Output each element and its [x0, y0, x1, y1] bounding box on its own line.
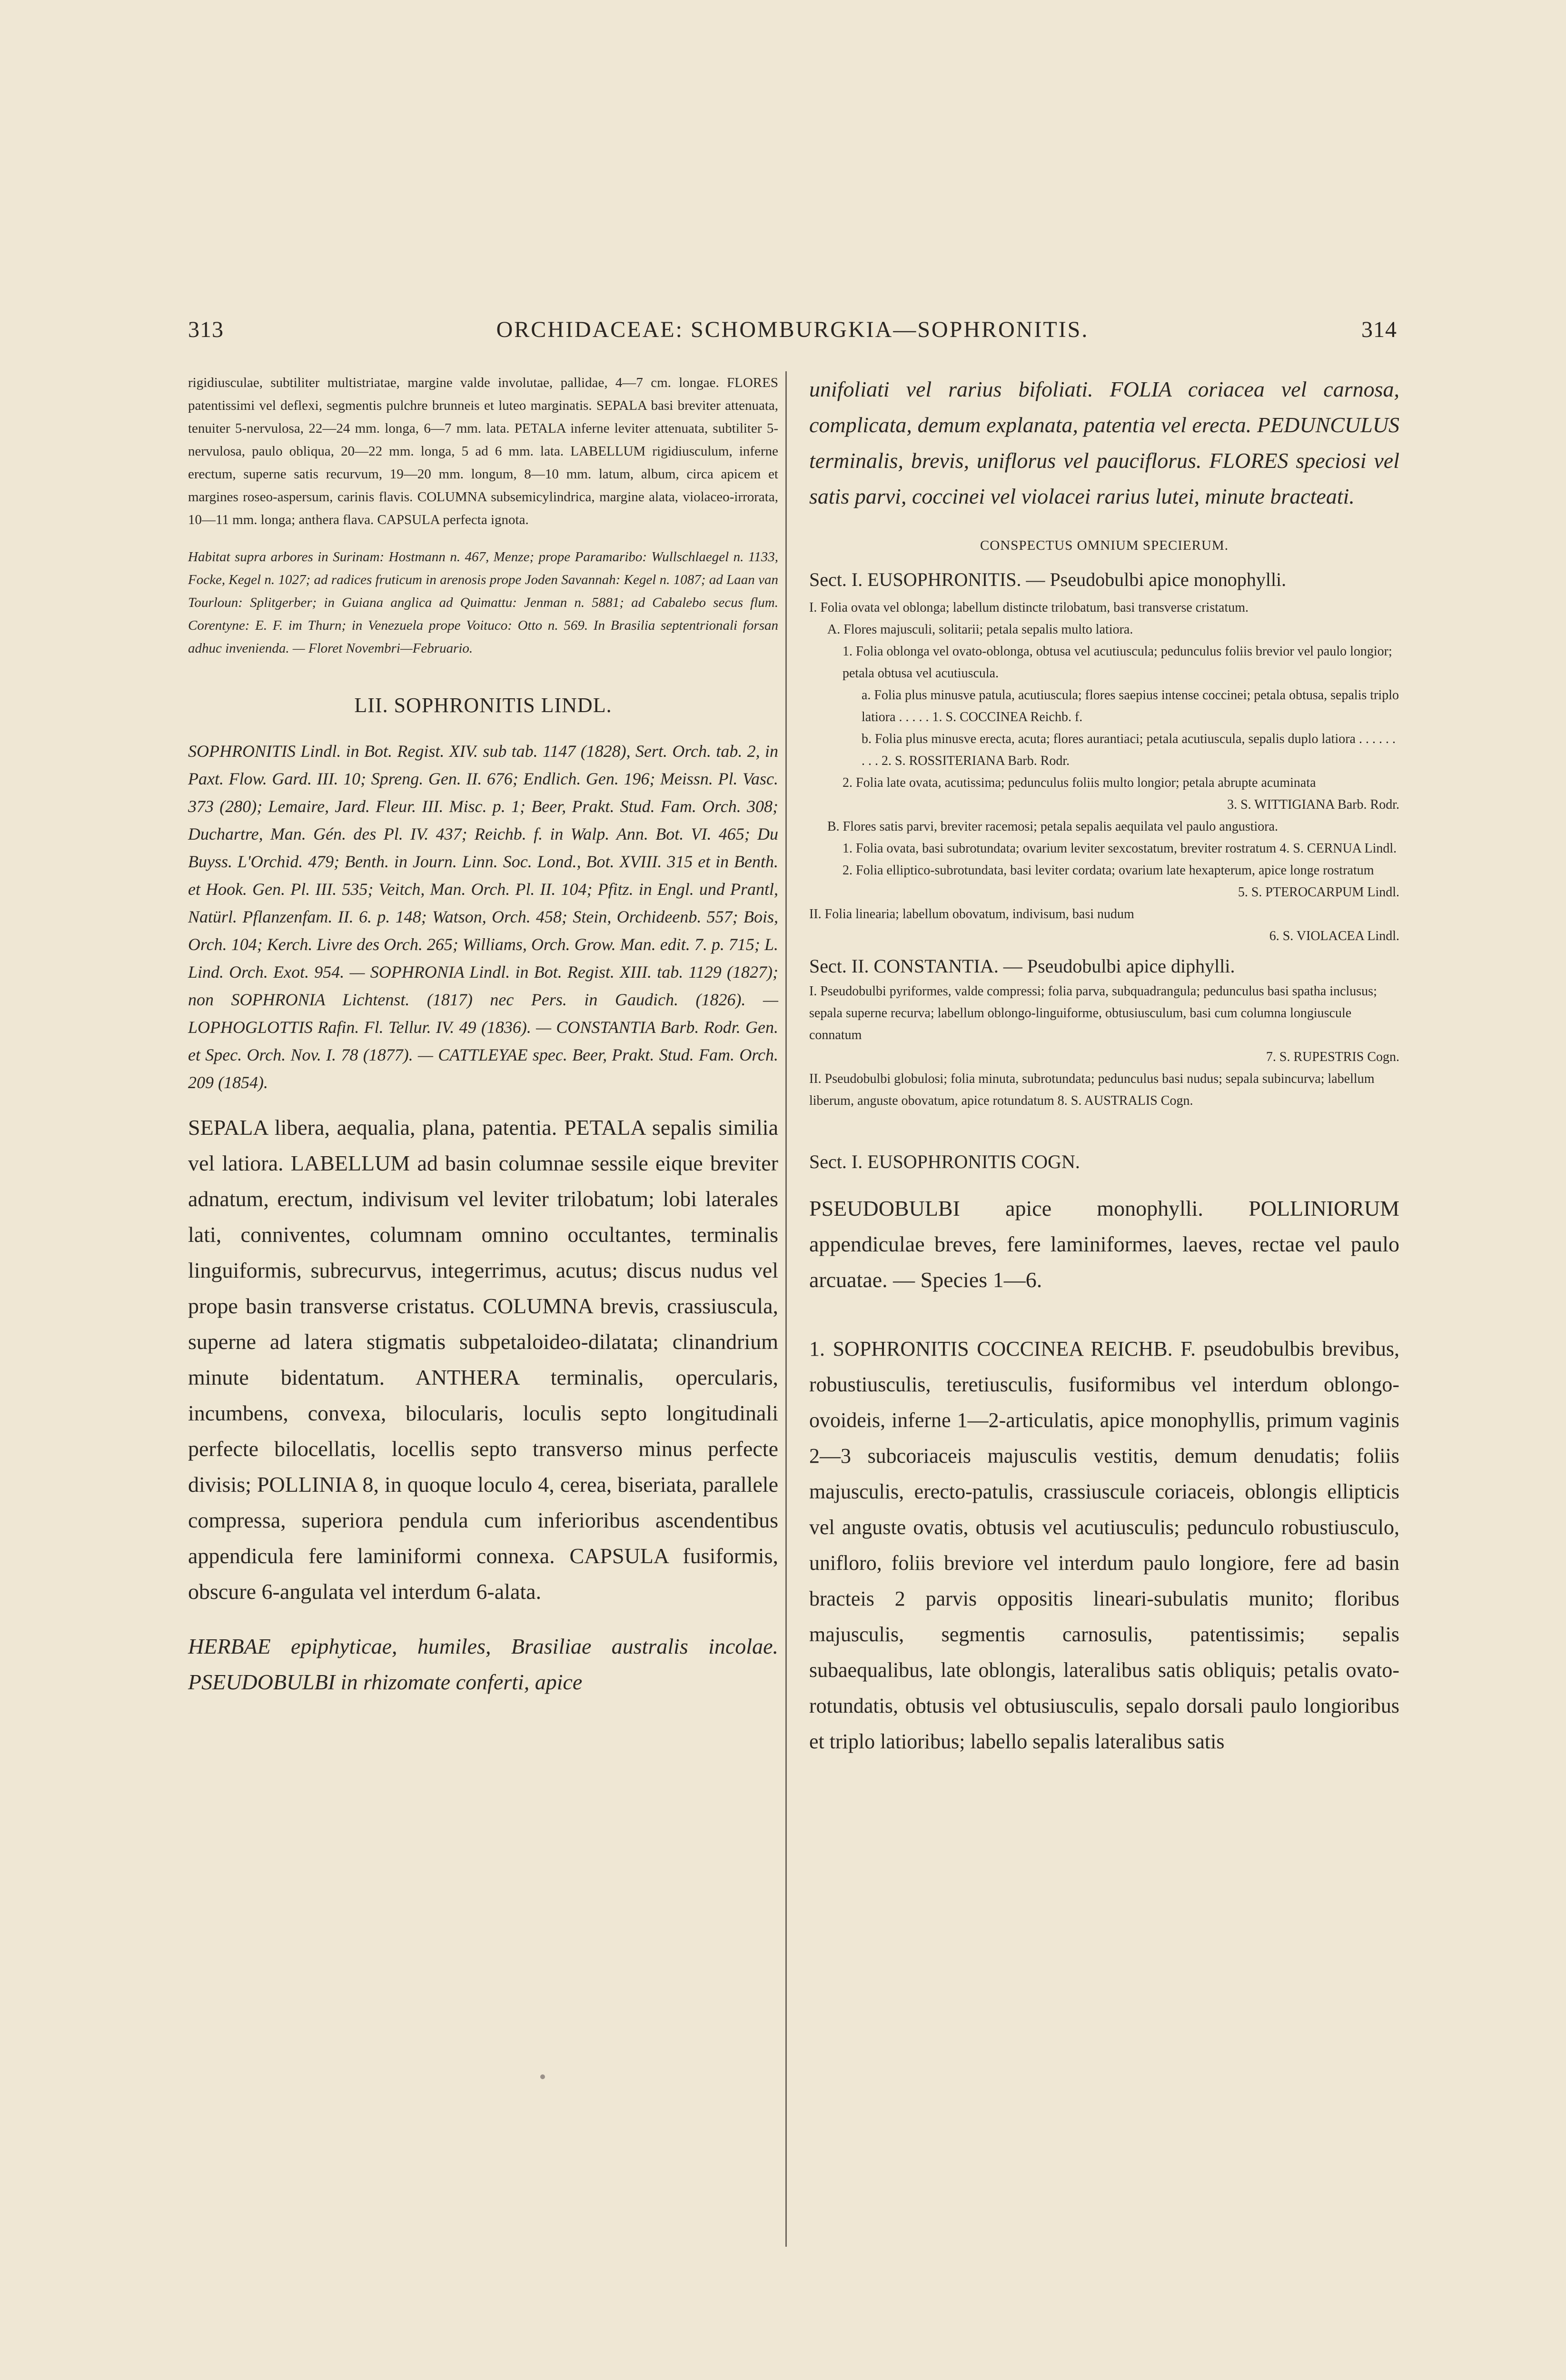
key-entry: 2. Folia elliptico-subrotundata, basi leviter cordata; ovarium late hexapterum, apice longe rostratum: [842, 863, 1374, 878]
page-header: [188, 317, 1397, 350]
page-number-right: 314: [1361, 317, 1397, 342]
key-entry: a. Folia plus minusve patula, acutiuscula; flores saepius intense coccinei; petala obtusa, sepalis triplo latiora . . . . . 1. S. COCCINEA Reichb. f.: [862, 688, 1399, 724]
synonymy-paragraph: SOPHRONITIS Lindl. in Bot. Regist. XIV. sub tab. 1147 (1828), Sert. Orch. tab. 2, in Paxt. Flow. Gard. III. 10; Spreng. Gen. II. 676; Endlich. Gen. 196; Meissn. Pl. Vasc. 373 (280); Lemaire, Jard. Fleur. III. Misc. p. 1; Beer, Prakt. Stud. Fam. Orch. 308; Duchartre, Man. Gén. des Pl. IV. 437; Reichb. f. in Walp. Ann. Bot. VI. 465; Du Buyss. L'Orchid. 479; Benth. in Journ. Linn. Soc. Lond., Bot. XVIII. 315 et in Benth. et Hook. Gen. Pl. III. 535; Veitch, Man. Orch. Pl. II. 104; Pfitz. in Engl. und Prantl, Natürl. Pflanzenfam. II. 6. p. 148; Watson, Orch. 458; Stein, Orchideenb. 557; Bois, Orch. 104; Kerch. Livre des Orch. 265; Williams, Orch. Grow. Man. edit. 7. p. 715; L. Lind. Orch. Exot. 954. — SOPHRONIA Lindl. in Bot. Regist. XIII. tab. 1129 (1827); non SOPHRONIA Lichtenst. (1817) nec Pers. in Gaudich. (1826). — LOPHOGLOTTIS Rafin. Fl. Tellur. IV. 49 (1836). — CONSTANTIA Barb. Rodr. Gen. et Spec. Orch. Nov. I. 78 (1877). — CATTLEYAE spec. Beer, Prakt. Stud. Fam. Orch. 209 (1854).: [188, 742, 778, 1092]
key-entry: 3. S. WITTIGIANA Barb. Rodr.: [1227, 797, 1399, 812]
herbae-paragraph: HERBAE epiphyticae, humiles, Brasiliae australis incolae. PSEUDOBULBI in rhizomate conferti, apice: [188, 1634, 778, 1694]
key-entry: I. Pseudobulbi pyriformes, valde compressi; folia parva, subquadrangula; pedunculus basi spatha inclusus; sepala superne recurva; labellum oblongo-linguiforme, obtusiusculum, basi cum columna longiuscule connatum: [809, 984, 1377, 1042]
key-entry: A. Flores majusculi, solitarii; petala sepalis multo latiora.: [827, 622, 1133, 637]
key-entry: II. Pseudobulbi globulosi; folia minuta, subrotundata; pedunculus basi nudus; sepala subincurva; labellum liberum, anguste obovatum, apice rotundatum 8. S. AUSTRALIS Cogn.: [809, 1071, 1375, 1108]
right-column: [809, 371, 1399, 1759]
genus-description-continuation: unifoliati vel rarius bifoliati. FOLIA coriacea vel carnosa, complicata, demum explanata, patentia vel erecta. PEDUNCULUS terminalis, brevis, uniflorus vel pauciflorus. FLORES speciosi vel satis parvi, coccinei vel violacei rarius lutei, minute bracteati.: [809, 377, 1399, 508]
paper-speck: [540, 2074, 545, 2079]
running-title: ORCHIDACEAE: SCHOMBURGKIA—SOPHRONITIS.: [496, 317, 1089, 342]
key-entry: 7. S. RUPESTRIS Cogn.: [1266, 1050, 1399, 1064]
left-column: [188, 371, 778, 1700]
species-1-description: 1. SOPHRONITIS COCCINEA REICHB. F. pseudobulbis brevibus, robustiusculis, teretiusculis, fusiformibus vel interdum oblongo-ovoideis, inferne 1—2-articulatis, apice monophyllis, primum vaginis 2—3 subcoriaceis majusculis vestitis, demum denudatis; foliis majusculis, erecto-patulis, crassiuscule coriaceis, oblongis ellipticis vel anguste ovatis, obtusis vel acutiusculis; pedunculo robustiusculo, unifloro, foliis breviore vel interdum paulo longiore, fere ad basin bracteis 2 parvis oppositis lineari-subulatis munito; floribus majusculis, segmentis carnosulis, patentissimis; sepalis subaequalibus, late oblongis, lateralibus satis obliquis; petalis ovato-rotundatis, obtusis vel obtusiusculis, sepalo dorsali paulo longioribus et triplo latioribus; labello sepalis lateralibus satis: [809, 1337, 1399, 1753]
section-1-key-heading: Sect. I. EUSOPHRONITIS. — Pseudobulbi apice monophylli.: [809, 569, 1287, 590]
key-entry: B. Flores satis parvi, breviter racemosi; petala sepalis aequilata vel paulo angustiora.: [827, 819, 1279, 834]
description-continuation: rigidiusculae, subtiliter multistriatae, margine valde involutae, pallidae, 4—7 cm. longae. FLORES patentissimi vel deflexi, segmentis pulchre brunneis et luteo marginatis. SEPALA basi breviter attenuata, tenuiter 5-nervulosa, 22—24 mm. longa, 6—7 mm. lata. PETALA inferne leviter attenuata, subtiliter 5-nervulosa, paulo obliqua, 20—22 mm. longa, 5 ad 6 mm. lata. LABELLUM rigidiusculum, inferne erectum, superne satis recurvum, 19—20 mm. longum, 8—10 mm. latum, album, circa apicem et margines roseo-aspersum, carinis flavis. COLUMNA subsemicylindrica, margine alata, violaceo-irrorata, 10—11 mm. longa; anthera flava. CAPSULA perfecta ignota.: [188, 375, 778, 527]
section-1-description: PSEUDOBULBI apice monophylli. POLLINIORUM appendiculae breves, fere laminiformes, laeves, rectae vel paulo arcuatae. — Species 1—6.: [809, 1196, 1399, 1292]
page-number-left: 313: [188, 317, 224, 342]
key-entry: b. Folia plus minusve erecta, acuta; flores aurantiaci; petala acutiuscula, sepalis duplo latiora . . . . . . . . . 2. S. ROSSITERIANA Barb. Rodr.: [862, 732, 1396, 768]
key-entry: 5. S. PTEROCARPUM Lindl.: [1238, 885, 1399, 900]
species-key-section-1: [809, 597, 1399, 947]
species-key-section-2: [809, 981, 1399, 1112]
genus-heading: LII. SOPHRONITIS LINDL.: [354, 694, 612, 717]
key-entry: I. Folia ovata vel oblonga; labellum distincte trilobatum, basi transverse cristatum.: [809, 600, 1249, 615]
conspectus-title: CONSPECTUS OMNIUM SPECIERUM.: [980, 538, 1229, 553]
section-1-heading: Sect. I. EUSOPHRONITIS COGN.: [809, 1151, 1080, 1172]
key-entry: 1. Folia ovata, basi subrotundata; ovarium leviter sexcostatum, breviter rostratum 4. S. CERNUA Lindl.: [842, 841, 1397, 856]
column-divider: [785, 371, 787, 2247]
section-2-key-heading: Sect. II. CONSTANTIA. — Pseudobulbi apice diphylli.: [809, 955, 1235, 977]
key-entry: 1. Folia oblonga vel ovato-oblonga, obtusa vel acutiuscula; pedunculus foliis brevior vel paulo longior; petala obtusa vel acutiuscula.: [842, 644, 1392, 681]
genus-description: SEPALA libera, aequalia, plana, patentia. PETALA sepalis similia vel latiora. LABELLUM ad basin columnae sessile eique breviter adnatum, erectum, indivisum vel leviter trilobatum; lobi laterales lati, conniventes, columnam omnino occultantes, terminalis linguiformis, subrecurvus, integerrimus, acutus; discus nudus vel prope basin transverse cristatus. COLUMNA brevis, crassiuscula, superne ad latera stigmatis subpetaloideo-dilatata; clinandrium minute bidentatum. ANTHERA terminalis, opercularis, incumbens, convexa, bilocularis, loculis septo longitudinali perfecte bilocellatis, locellis septo transverso minus perfecte divisis; POLLINIA 8, in quoque loculo 4, cerea, biseriata, parallele compressa, superiora pendula cum inferioribus ascendentibus appendicula fere laminiformi connexa. CAPSULA fusiformis, obscure 6-angulata vel interdum 6-alata.: [188, 1115, 778, 1604]
key-entry: II. Folia linearia; labellum obovatum, indivisum, basi nudum: [809, 907, 1134, 922]
key-entry: 6. S. VIOLACEA Lindl.: [1269, 929, 1399, 943]
habitat-paragraph: Habitat supra arbores in Surinam: Hostmann n. 467, Menze; prope Paramaribo: Wullschlaegel n. 1133, Focke, Kegel n. 1027; ad radices fruticum in arenosis prope Joden Savannah: Kegel n. 1087; ad Laan van Tourloun: Splitgerber; in Guiana anglica ad Quimattu: Jenman n. 5881; ad Cabalebo secus flum. Corentyne: E. F. im Thurn; in Venezuela prope Voituco: Otto n. 569. In Brasilia septentrionali forsan adhuc invenienda. — Floret Novembri—Februario.: [188, 549, 778, 656]
key-entry: 2. Folia late ovata, acutissima; pedunculus foliis multo longior; petala abrupte acuminata: [842, 775, 1316, 790]
